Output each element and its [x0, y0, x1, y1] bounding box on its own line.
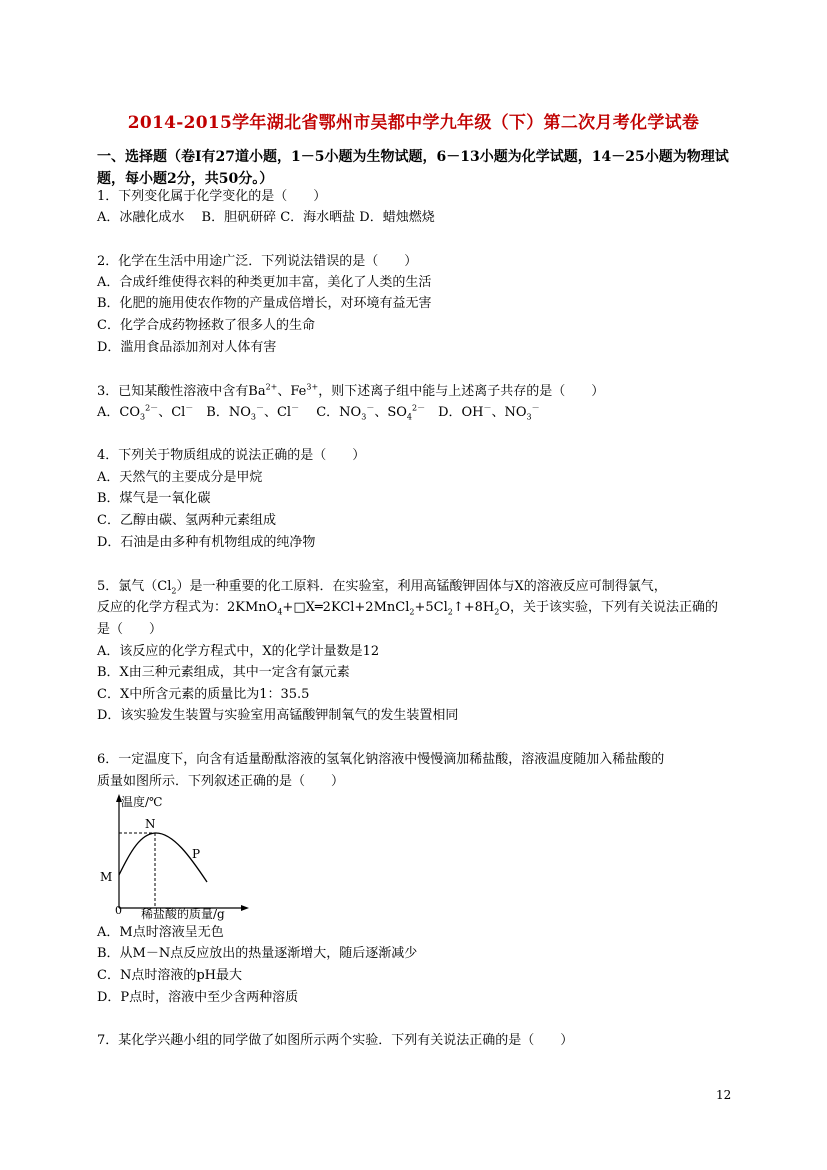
q6-stem-line2: 质量如图所示．下列叙述正确的是（ ）	[97, 774, 345, 789]
q5-option-a: A．该反应的化学方程式中，X的化学计量数是12	[97, 644, 380, 659]
q3-stem: 3．已知某酸性溶液中含有$Ba^{2+}$、$Fe^{3+}$，则下述离子组中能与上述离子共存的是（ ）	[97, 382, 605, 399]
q2-option-d: D．滥用食品添加剂对人体有害	[97, 340, 277, 355]
q6-option-c: C．N点时溶液的pH最大	[97, 968, 242, 983]
point-m-label: M	[100, 870, 113, 884]
q6-option-b: B．从M－N点反应放出的热量逐渐增大，随后逐渐减少	[97, 946, 418, 961]
q2-option-c: C．化学合成药物拯救了很多人的生命	[97, 318, 315, 333]
x-axis-label: 稀盐酸的质量/g	[141, 907, 225, 921]
q1-options: A．冰融化成水 B．胆矾研碎 C．海水晒盐 D．蜡烛燃烧	[97, 210, 435, 225]
q4-stem: 4．下列关于物质组成的说法正确的是（ ）	[97, 448, 366, 463]
page-title: 2014-2015学年湖北省鄂州市吴都中学九年级（下）第二次月考化学试卷	[127, 113, 700, 133]
q3-options: A．$CO_3^{2-}$、Cl－ B．$NO_3^-$、Cl－ C．$NO_3^-$、$SO_4^{2-}$ D．OH－、$NO_3^-$	[97, 403, 540, 422]
q5-stem-line2: 反应的化学方程式为：$2KMnO_4+□X═2KCl+2MnCl_2+5Cl_2↑+8H_2O$，关于该实验，下列有关说法正确的	[97, 600, 719, 617]
q5-option-d: D．该实验发生装置与实验室用高锰酸钾制氧气的发生装置相同	[97, 708, 459, 723]
q5-stem-line3: 是（ ）	[97, 622, 163, 637]
page-number: 12	[716, 1088, 732, 1102]
q6-stem-line1: 6．一定温度下，向含有适量酚酞溶液的氢氧化钠溶液中慢慢滴加稀盐酸，溶液温度随加入稀盐酸的	[97, 752, 665, 767]
q2-option-a: A．合成纤维使得衣料的种类更加丰富，美化了人类的生活	[97, 275, 432, 290]
q2-stem: 2．化学在生活中用途广泛．下列说法错误的是（ ）	[97, 254, 418, 269]
y-axis-label: 温度/℃	[121, 795, 163, 809]
q1-stem: 1．下列变化属于化学变化的是（ ）	[97, 189, 327, 204]
q6-option-d: D．P点时，溶液中至少含两种溶质	[97, 990, 299, 1005]
section-heading: 一、选择题（卷Ⅰ有27道小题，1－5小题为生物试题，6－13小题为化学试题，14－25小题为物理试题，每小题2分，共50分。）	[97, 149, 729, 187]
q7-stem: 7．某化学兴趣小组的同学做了如图所示两个实验．下列有关说法正确的是（ ）	[97, 1033, 574, 1048]
point-p-label: P	[192, 847, 201, 861]
q4-option-a: A．天然气的主要成分是甲烷	[97, 470, 263, 485]
x-axis-arrow	[241, 905, 249, 911]
q6-option-a: A．M点时溶液呈无色	[97, 925, 224, 940]
q5-option-c: C．X中所含元素的质量比为1：35.5	[97, 687, 310, 702]
q4-option-b: B．煤气是一氧化碳	[97, 491, 211, 506]
q4-option-d: D．石油是由多种有机物组成的纯净物	[97, 535, 316, 550]
q2-option-b: B．化肥的施用使农作物的产量成倍增长，对环境有益无害	[97, 296, 432, 311]
q4-option-c: C．乙醇由碳、氢两种元素组成	[97, 513, 276, 528]
point-n-label: N	[145, 817, 156, 831]
q5-option-b: B．X由三种元素组成，其中一定含有氯元素	[97, 665, 350, 680]
q5-stem-line1: 5．氯气$(Cl_2)$是一种重要的化工原料．在实验室，利用高锰酸钾固体与X的溶液反应可制得氯气，	[97, 579, 667, 596]
origin-label: 0	[115, 904, 122, 917]
temperature-graph	[97, 790, 257, 925]
